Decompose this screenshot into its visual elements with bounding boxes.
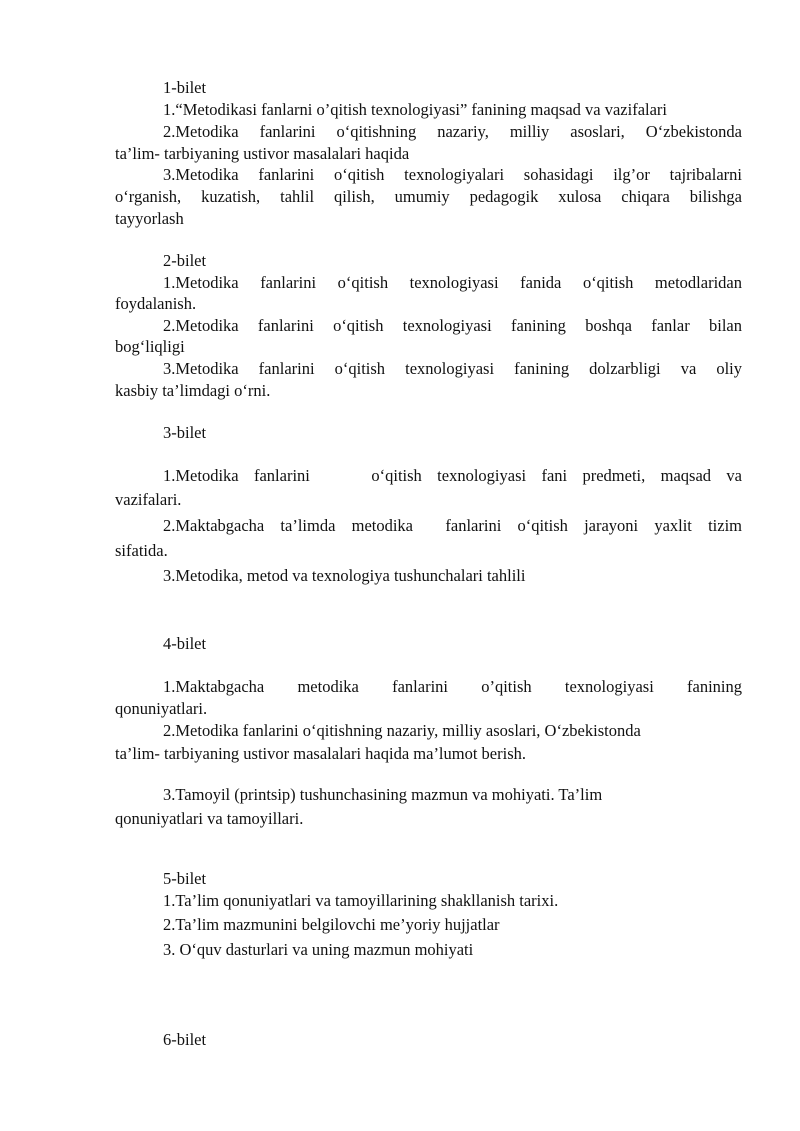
ticket-2-title: 2-bilet [163, 251, 207, 270]
ticket-3-question-1-cont: vazifalari. [115, 490, 182, 509]
ticket-1-title: 1-bilet [163, 78, 207, 97]
ticket-4-question-3: 3.Tamoyil (printsip) tushunchasining mazmun va mohiyati. Ta’lim [163, 785, 603, 804]
ticket-5-question-3: 3. O‘quv dasturlari va uning mazmun mohiyati [163, 940, 474, 959]
ticket-1-question-2-cont: ta’lim- tarbiyaning ustivor masalalari haqida [115, 144, 410, 163]
ticket-1-question-3-cont: o‘rganish, kuzatish, tahlil qilish, umumiy pedagogik xulosa chiqara bilishga [115, 187, 742, 206]
ticket-3-question-2-cont: sifatida. [115, 541, 168, 560]
ticket-2-question-2: 2.Metodika fanlarini o‘qitish texnologiyasi fanining boshqa fanlar bilan [163, 316, 742, 335]
ticket-4-question-3-cont: qonuniyatlari va tamoyillari. [115, 809, 304, 828]
ticket-4-question-2: 2.Metodika fanlarini o‘qitishning nazariy, milliy asoslari, O‘zbekistonda [163, 721, 641, 740]
ticket-2-question-3: 3.Metodika fanlarini o‘qitish texnologiyasi fanining dolzarbligi va oliy [163, 359, 742, 378]
ticket-3-question-2: 2.Maktabgacha ta’limda metodika fanlarini o‘qitish jarayoni yaxlit tizim [163, 516, 742, 535]
ticket-2-question-1-cont: foydalanish. [115, 294, 197, 313]
ticket-4-question-2-cont: ta’lim- tarbiyaning ustivor masalalari haqida ma’lumot berish. [115, 744, 527, 763]
ticket-2-question-2-cont: bog‘liqligi [115, 337, 185, 356]
ticket-5-question-1: 1.Ta’lim qonuniyatlari va tamoyillarining shakllanish tarixi. [163, 891, 559, 910]
ticket-3-question-1: 1.Metodika fanlarini o‘qitish texnologiyasi fani predmeti, maqsad va [163, 466, 742, 485]
ticket-6-title: 6-bilet [163, 1030, 207, 1049]
ticket-2-question-3-cont: kasbiy ta’limdagi o‘rni. [115, 381, 271, 400]
ticket-1-question-2: 2.Metodika fanlarini o‘qitishning nazariy, milliy asoslari, O‘zbekistonda [163, 122, 742, 141]
ticket-4-question-1: 1.Maktabgacha metodika fanlarini o’qitish texnologiyasi fanining [163, 677, 742, 696]
ticket-3-title: 3-bilet [163, 423, 207, 442]
ticket-4-title: 4-bilet [163, 634, 207, 653]
ticket-4-question-1-cont: qonuniyatlari. [115, 699, 208, 718]
ticket-1-question-3: 3.Metodika fanlarini o‘qitish texnologiyalari sohasidagi ilg’or tajribalarni [163, 165, 742, 184]
ticket-3-question-3: 3.Metodika, metod va texnologiya tushunchalari tahlili [163, 566, 526, 585]
ticket-5-question-2: 2.Ta’lim mazmunini belgilovchi me’yoriy hujjatlar [163, 915, 500, 934]
ticket-1-question-3-end: tayyorlash [115, 209, 184, 228]
ticket-2-question-1: 1.Metodika fanlarini o‘qitish texnologiyasi fanida o‘qitish metodlaridan [163, 273, 742, 292]
ticket-5-title: 5-bilet [163, 869, 207, 888]
ticket-1-question-1: 1.“Metodikasi fanlarni o’qitish texnologiyasi” fanining maqsad va vazifalari [163, 100, 668, 119]
